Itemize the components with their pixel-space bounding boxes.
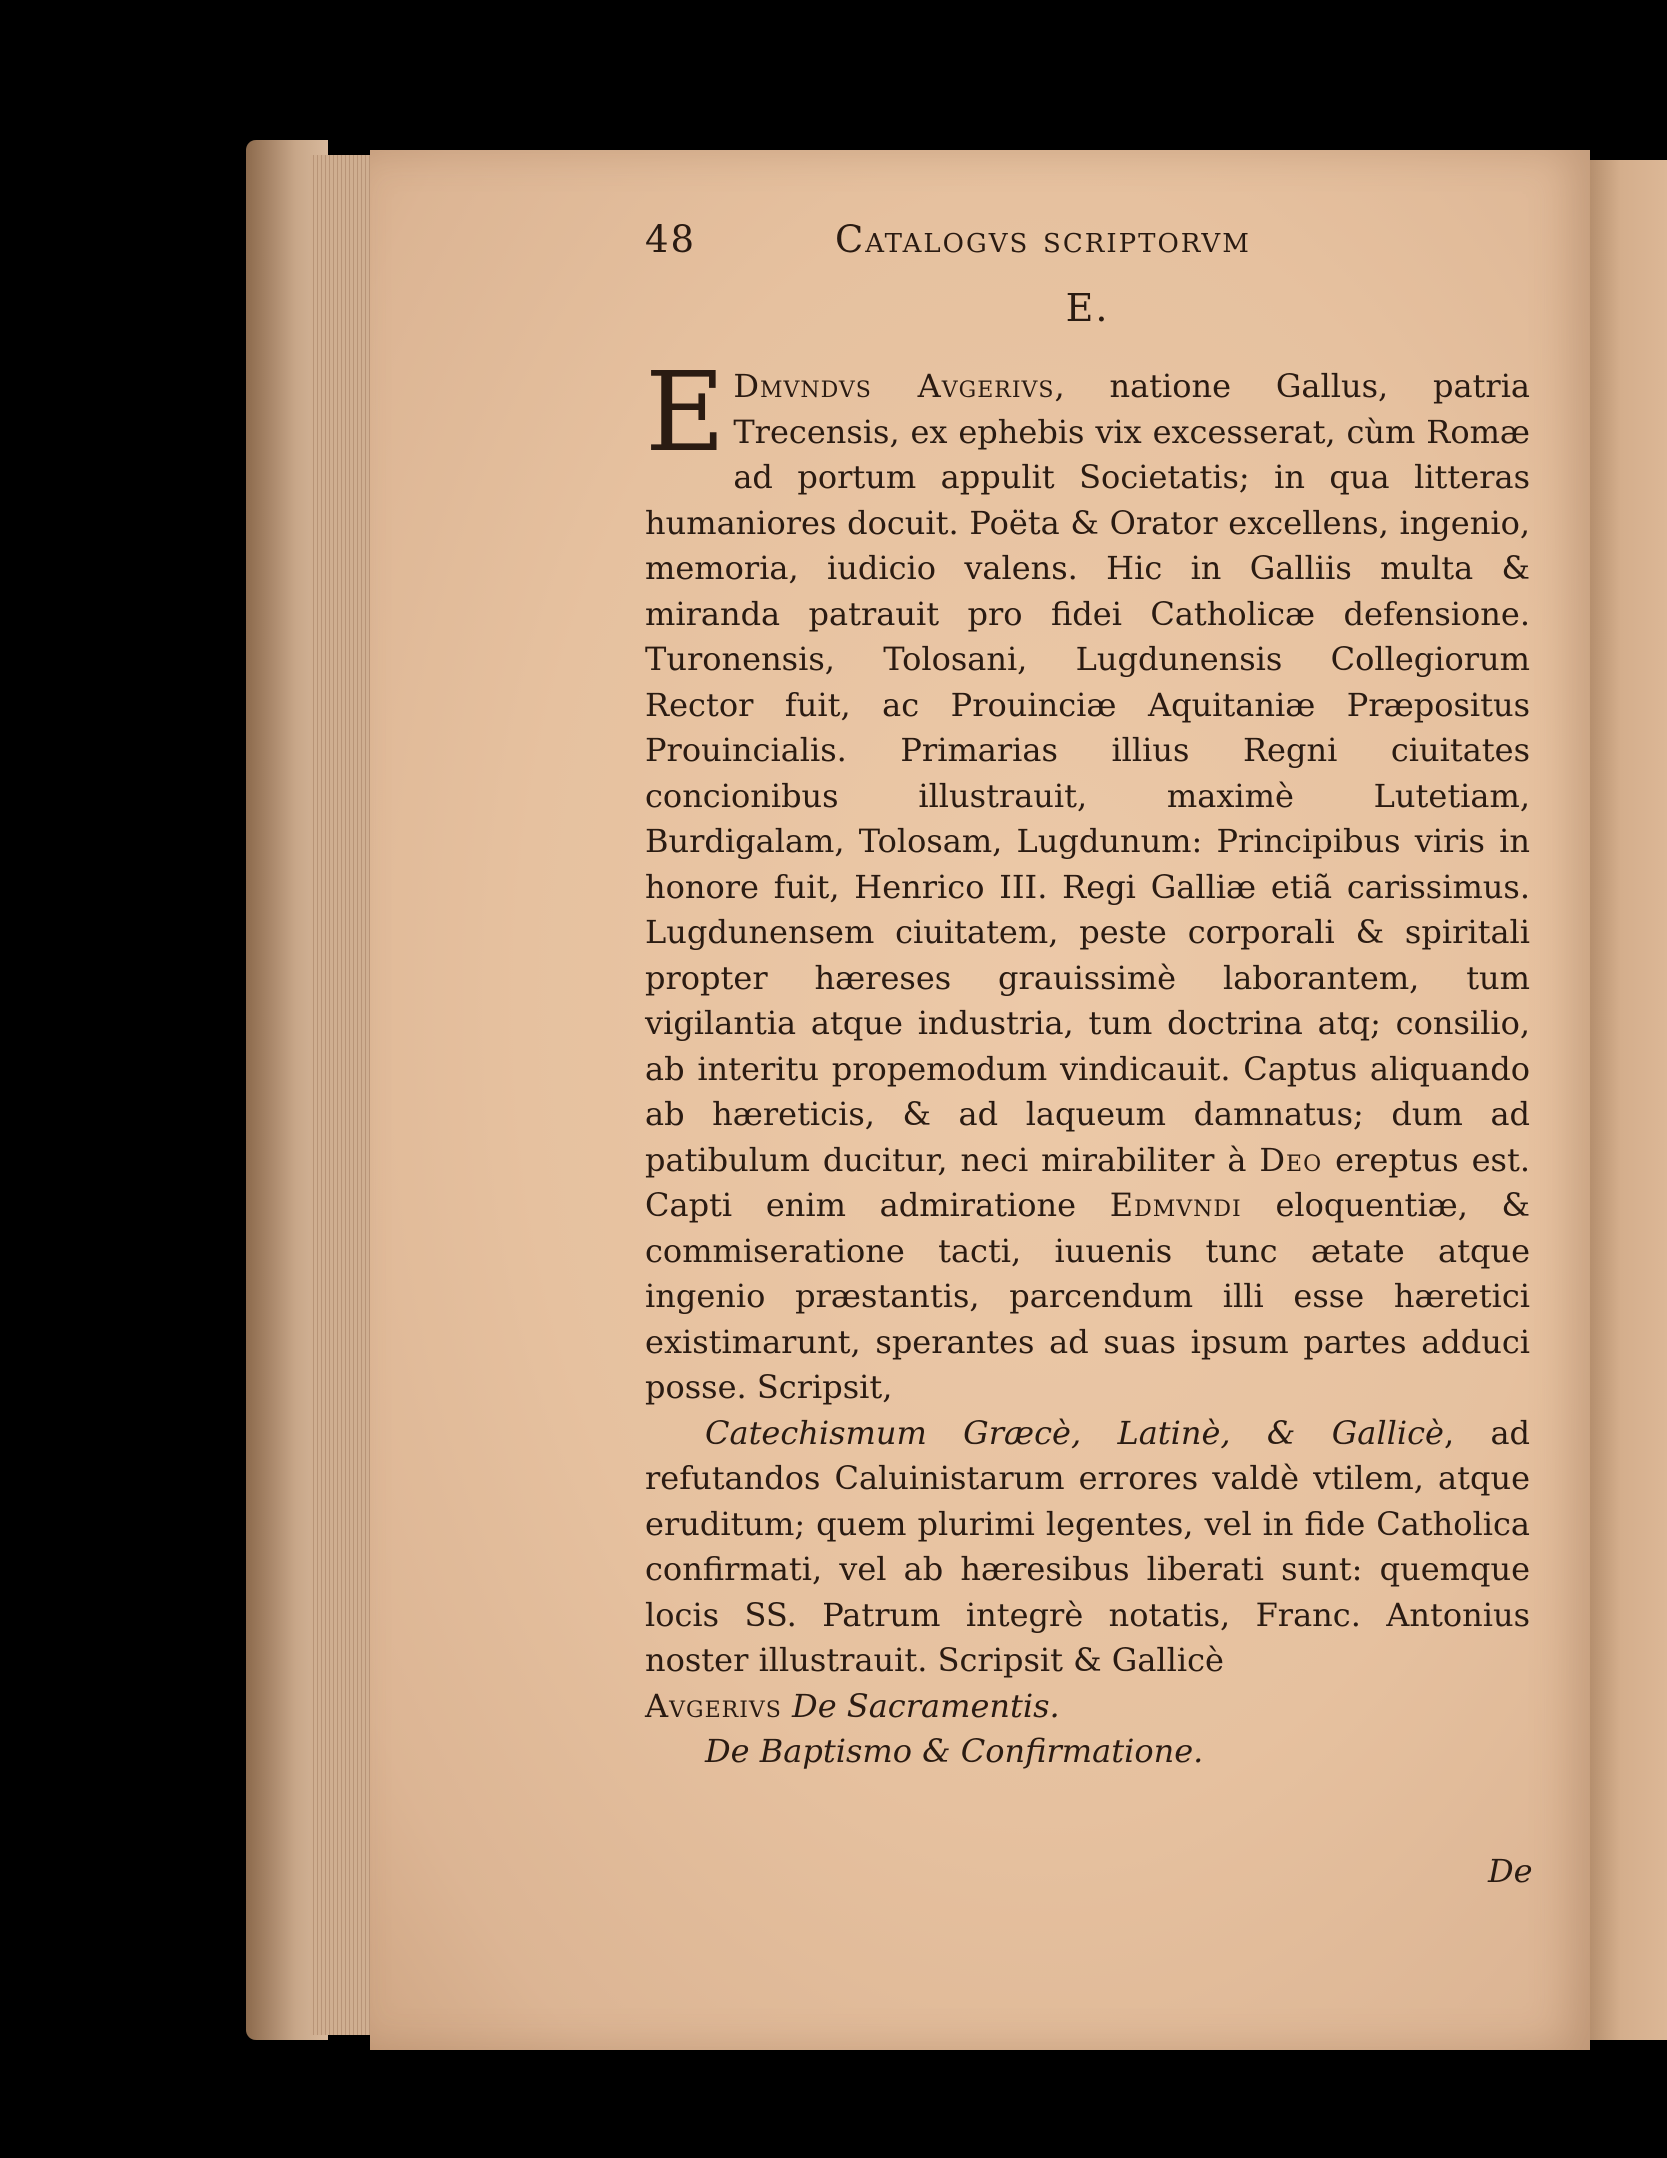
catechism-title: Catechismum Græcè, Latinè, & Gallicè: [705, 1413, 1444, 1452]
running-head: [645, 218, 1530, 274]
drop-cap: E: [645, 348, 726, 476]
facing-page-edge: [1590, 160, 1667, 2040]
sacramentis-title: De Sacramentis.: [792, 1686, 1060, 1725]
entry-body: [645, 348, 1531, 1775]
entry-paragraph-3: De Baptismo & Confirmatione.: [705, 1732, 1204, 1770]
catchword: De: [1488, 1852, 1533, 1890]
entry-paragraph-2: [645, 1411, 1530, 1730]
paragraph-1-middle: ereptus est. Capti enim admiratione: [645, 1140, 1530, 1224]
augerius-name: Avgerivs: [645, 1686, 782, 1725]
section-letter: E.: [1065, 286, 1110, 330]
paragraph-1-end: eloquentiæ, & commiseratione tacti, iuuenis tunc ætate atque ingenio præstantis, parcendum illi esse hæretici existimarunt, sperantes ad suas ipsum partes adduci posse. Scripsit,: [645, 1186, 1531, 1406]
page-number: 48: [645, 218, 697, 261]
paragraph-1-text: , natione Gallus, patria Trecensis, ex ephebis vix excesserat, cùm Romæ ad portum appulit Societatis; in qua litteras humaniores docuit. Poëta & Orator excellens, ingenio, memoria, iudicio valens. Hic in Galliis multa & miranda patrauit pro fidei Catholicæ defensione. Turonensis, Tolosani, Lugdunensis Collegiorum Rector fuit, ac Prouinciæ Aquitaniæ Præpositus Prouincialis. Primarias illius Regni ciuitates concionibus illustrauit, maximè Lutetiam, Burdigalam, Tolosam, Lugdunum: Principibus viris in honore fuit, Henrico III. Regi Galliæ etiã carissimus. Lugdunensem ciuitatem, peste corporali & spiritali propter hæreses grauissimè laborantem, tum vigilantia atque industria, tum doctrina atq; consilio, ab interitu propemodum vindicauit. Captus aliquando ab hæreticis, & ad laqueum damnatus; dum ad patibulum ducitur, neci mirabiliter à: [645, 367, 1530, 1179]
running-title: Catalogvs scriptorvm: [835, 218, 1251, 261]
deo-word: Deo: [1259, 1140, 1323, 1179]
entry-paragraph-1: [645, 348, 1531, 1411]
edmundi-name: Edmvndi: [1109, 1186, 1242, 1224]
paragraph-2-text: , ad refutandos Caluinistarum errores valdè vtilem, atque eruditum; quem plurimi legentes, vel in fide Catholica confirmati, vel ab hæresibus liberati sunt: quemque locis SS. Patrum integrè notatis, Franc. Antonius noster illustrauit. Scripsit & Gallicè: [645, 1413, 1531, 1679]
author-name: Dmvndvs Avgerivs: [733, 367, 1055, 405]
page-text-block: [645, 218, 1530, 1775]
